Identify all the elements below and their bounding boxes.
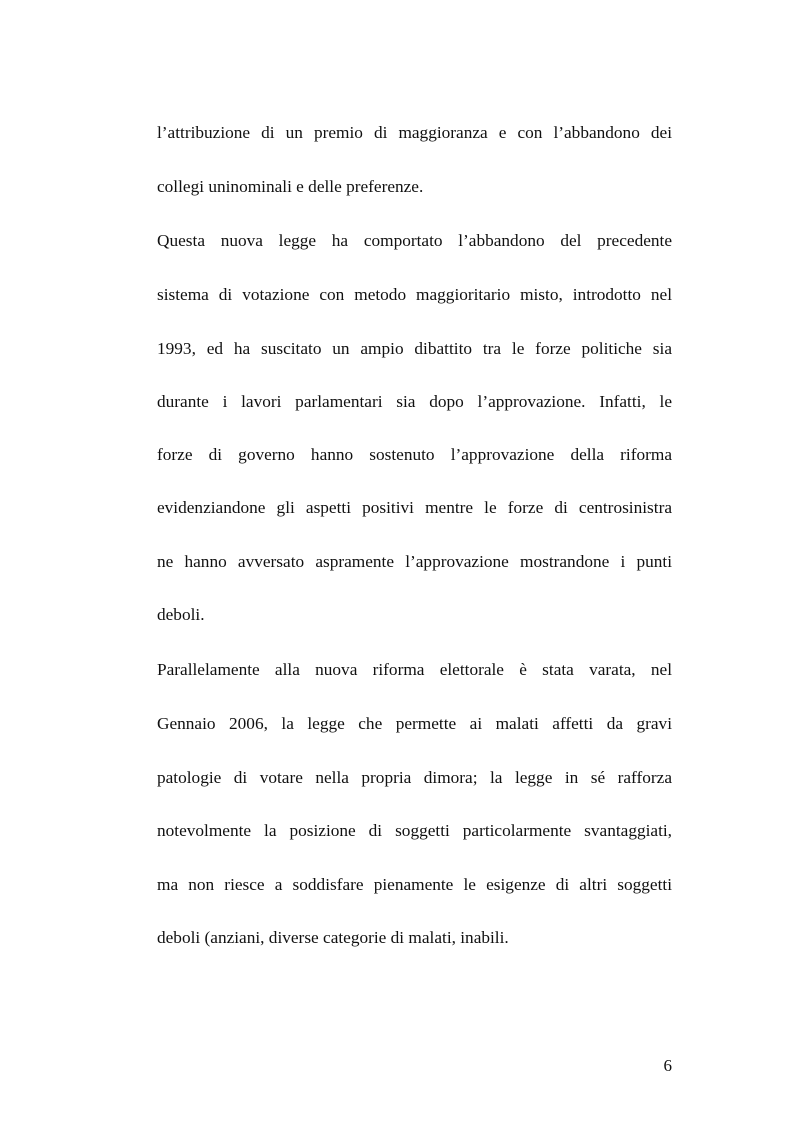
text-line: Gennaio 2006, la legge che permette ai malati affetti da gravi bbox=[157, 714, 672, 733]
text-line: deboli (anziani, diverse categorie di malati, inabili. bbox=[157, 928, 509, 947]
text-line: notevolmente la posizione di soggetti particolarmente svantaggiati, bbox=[157, 821, 672, 840]
page-number: 6 bbox=[663, 1056, 672, 1075]
text-line: durante i lavori parlamentari sia dopo l’approvazione. Infatti, le bbox=[157, 392, 672, 411]
text-line: l’attribuzione di un premio di maggioranza e con l’abbandono dei bbox=[157, 123, 672, 142]
text-line: forze di governo hanno sostenuto l’approvazione della riforma bbox=[157, 445, 672, 464]
text-line: Questa nuova legge ha comportato l’abbandono del precedente bbox=[157, 231, 672, 250]
text-line: ne hanno avversato aspramente l’approvazione mostrandone i punti bbox=[157, 552, 672, 571]
text-line: sistema di votazione con metodo maggioritario misto, introdotto nel bbox=[157, 285, 672, 304]
text-line: deboli. bbox=[157, 605, 205, 624]
text-line: evidenziandone gli aspetti positivi mentre le forze di centrosinistra bbox=[157, 498, 672, 517]
text-line: patologie di votare nella propria dimora; la legge in sé rafforza bbox=[157, 768, 672, 787]
text-line: collegi uninominali e delle preferenze. bbox=[157, 177, 424, 196]
text-line: 1993, ed ha suscitato un ampio dibattito tra le forze politiche sia bbox=[157, 339, 672, 358]
text-line: Parallelamente alla nuova riforma elettorale è stata varata, nel bbox=[157, 660, 672, 679]
text-line: ma non riesce a soddisfare pienamente le esigenze di altri soggetti bbox=[157, 875, 672, 894]
